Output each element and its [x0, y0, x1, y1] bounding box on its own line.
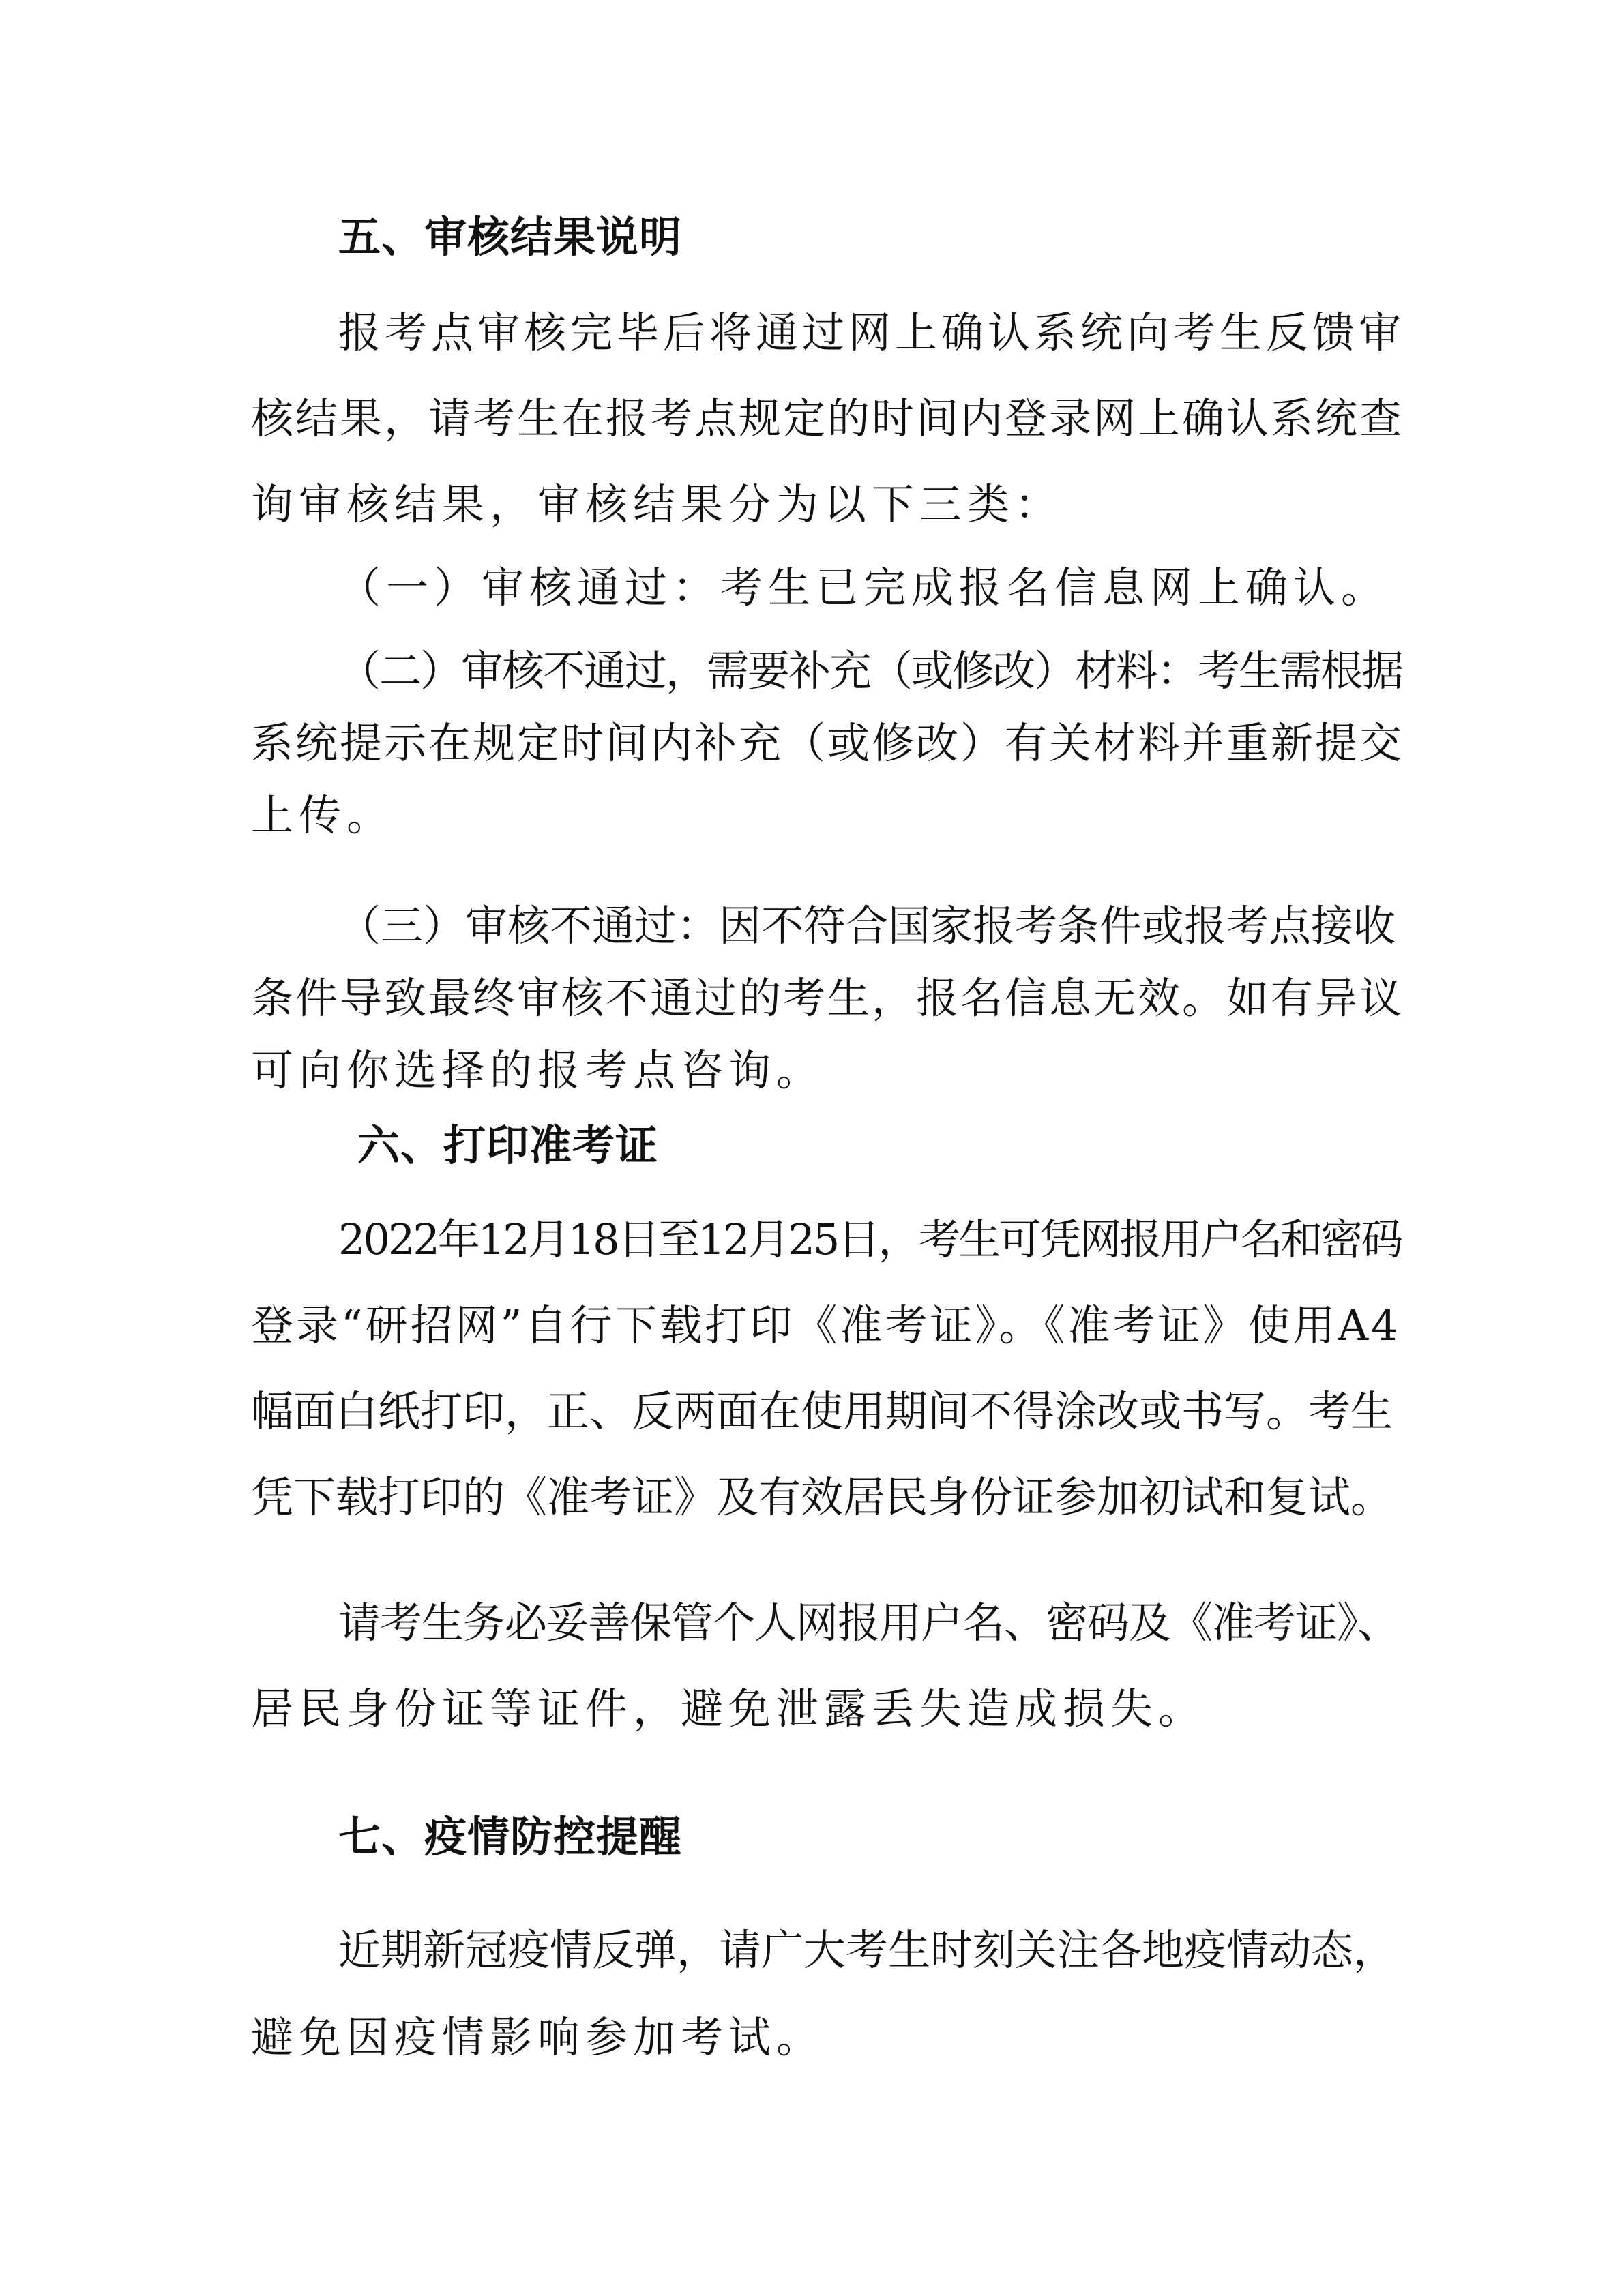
- paragraph-line: （一）审核通过：考生已完成报名信息网上确认。: [338, 563, 1389, 612]
- section-heading-print-admission-ticket: 六、打印准考证: [357, 1120, 659, 1170]
- paragraph-line: 条件导致最终审核不通过的考生，报名信息无效。如有异议: [251, 973, 1404, 1023]
- paragraph-line: 2022年12月18日至12月25日，考生可凭网报用户名和密码: [338, 1214, 1402, 1264]
- paragraph-line: 居民身份证等证件，避免泄露丢失造成损失。: [251, 1684, 1207, 1733]
- paragraph-line: 近期新冠疫情反弹，请广大考生时刻关注各地疫情动态，: [338, 1925, 1396, 1975]
- paragraph-line: 询审核结果，审核结果分为以下三类：: [251, 479, 1063, 529]
- paragraph-line: 报考点审核完毕后将通过网上确认系统向考生反馈审: [338, 308, 1406, 357]
- section-heading-review-results: 五、审核结果说明: [338, 212, 683, 262]
- paragraph-line: （三）审核不通过：因不符合国家报考条件或报考点接收: [338, 901, 1396, 951]
- paragraph-line: 可向你选择的报考点咨询。: [251, 1045, 825, 1095]
- paragraph-line: 登录“研招网”自行下载打印《准考证》。《准考证》使用A4: [251, 1300, 1401, 1350]
- section-heading-epidemic-prevention: 七、疫情防控提醒: [338, 1812, 683, 1862]
- paragraph-line: 上传。: [251, 790, 395, 840]
- paragraph-line: 请考生务必妥善保管个人网报用户名、密码及《准考证》、: [338, 1598, 1400, 1648]
- paragraph-line: 凭下载打印的《准考证》及有效居民身份证参加初试和复试。: [251, 1472, 1393, 1522]
- paragraph-line: 避免因疫情影响参加考试。: [251, 2012, 825, 2062]
- paragraph-line: 核结果，请考生在报考点规定的时间内登录网上确认系统查: [251, 393, 1404, 443]
- paragraph-line: 幅面白纸打印，正、反两面在使用期间不得涂改或书写。考生: [251, 1386, 1393, 1436]
- paragraph-line: （二）审核不通过，需要补充（或修改）材料：考生需根据: [338, 646, 1403, 696]
- paragraph-line: 系统提示在规定时间内补充（或修改）有关材料并重新提交: [251, 718, 1404, 768]
